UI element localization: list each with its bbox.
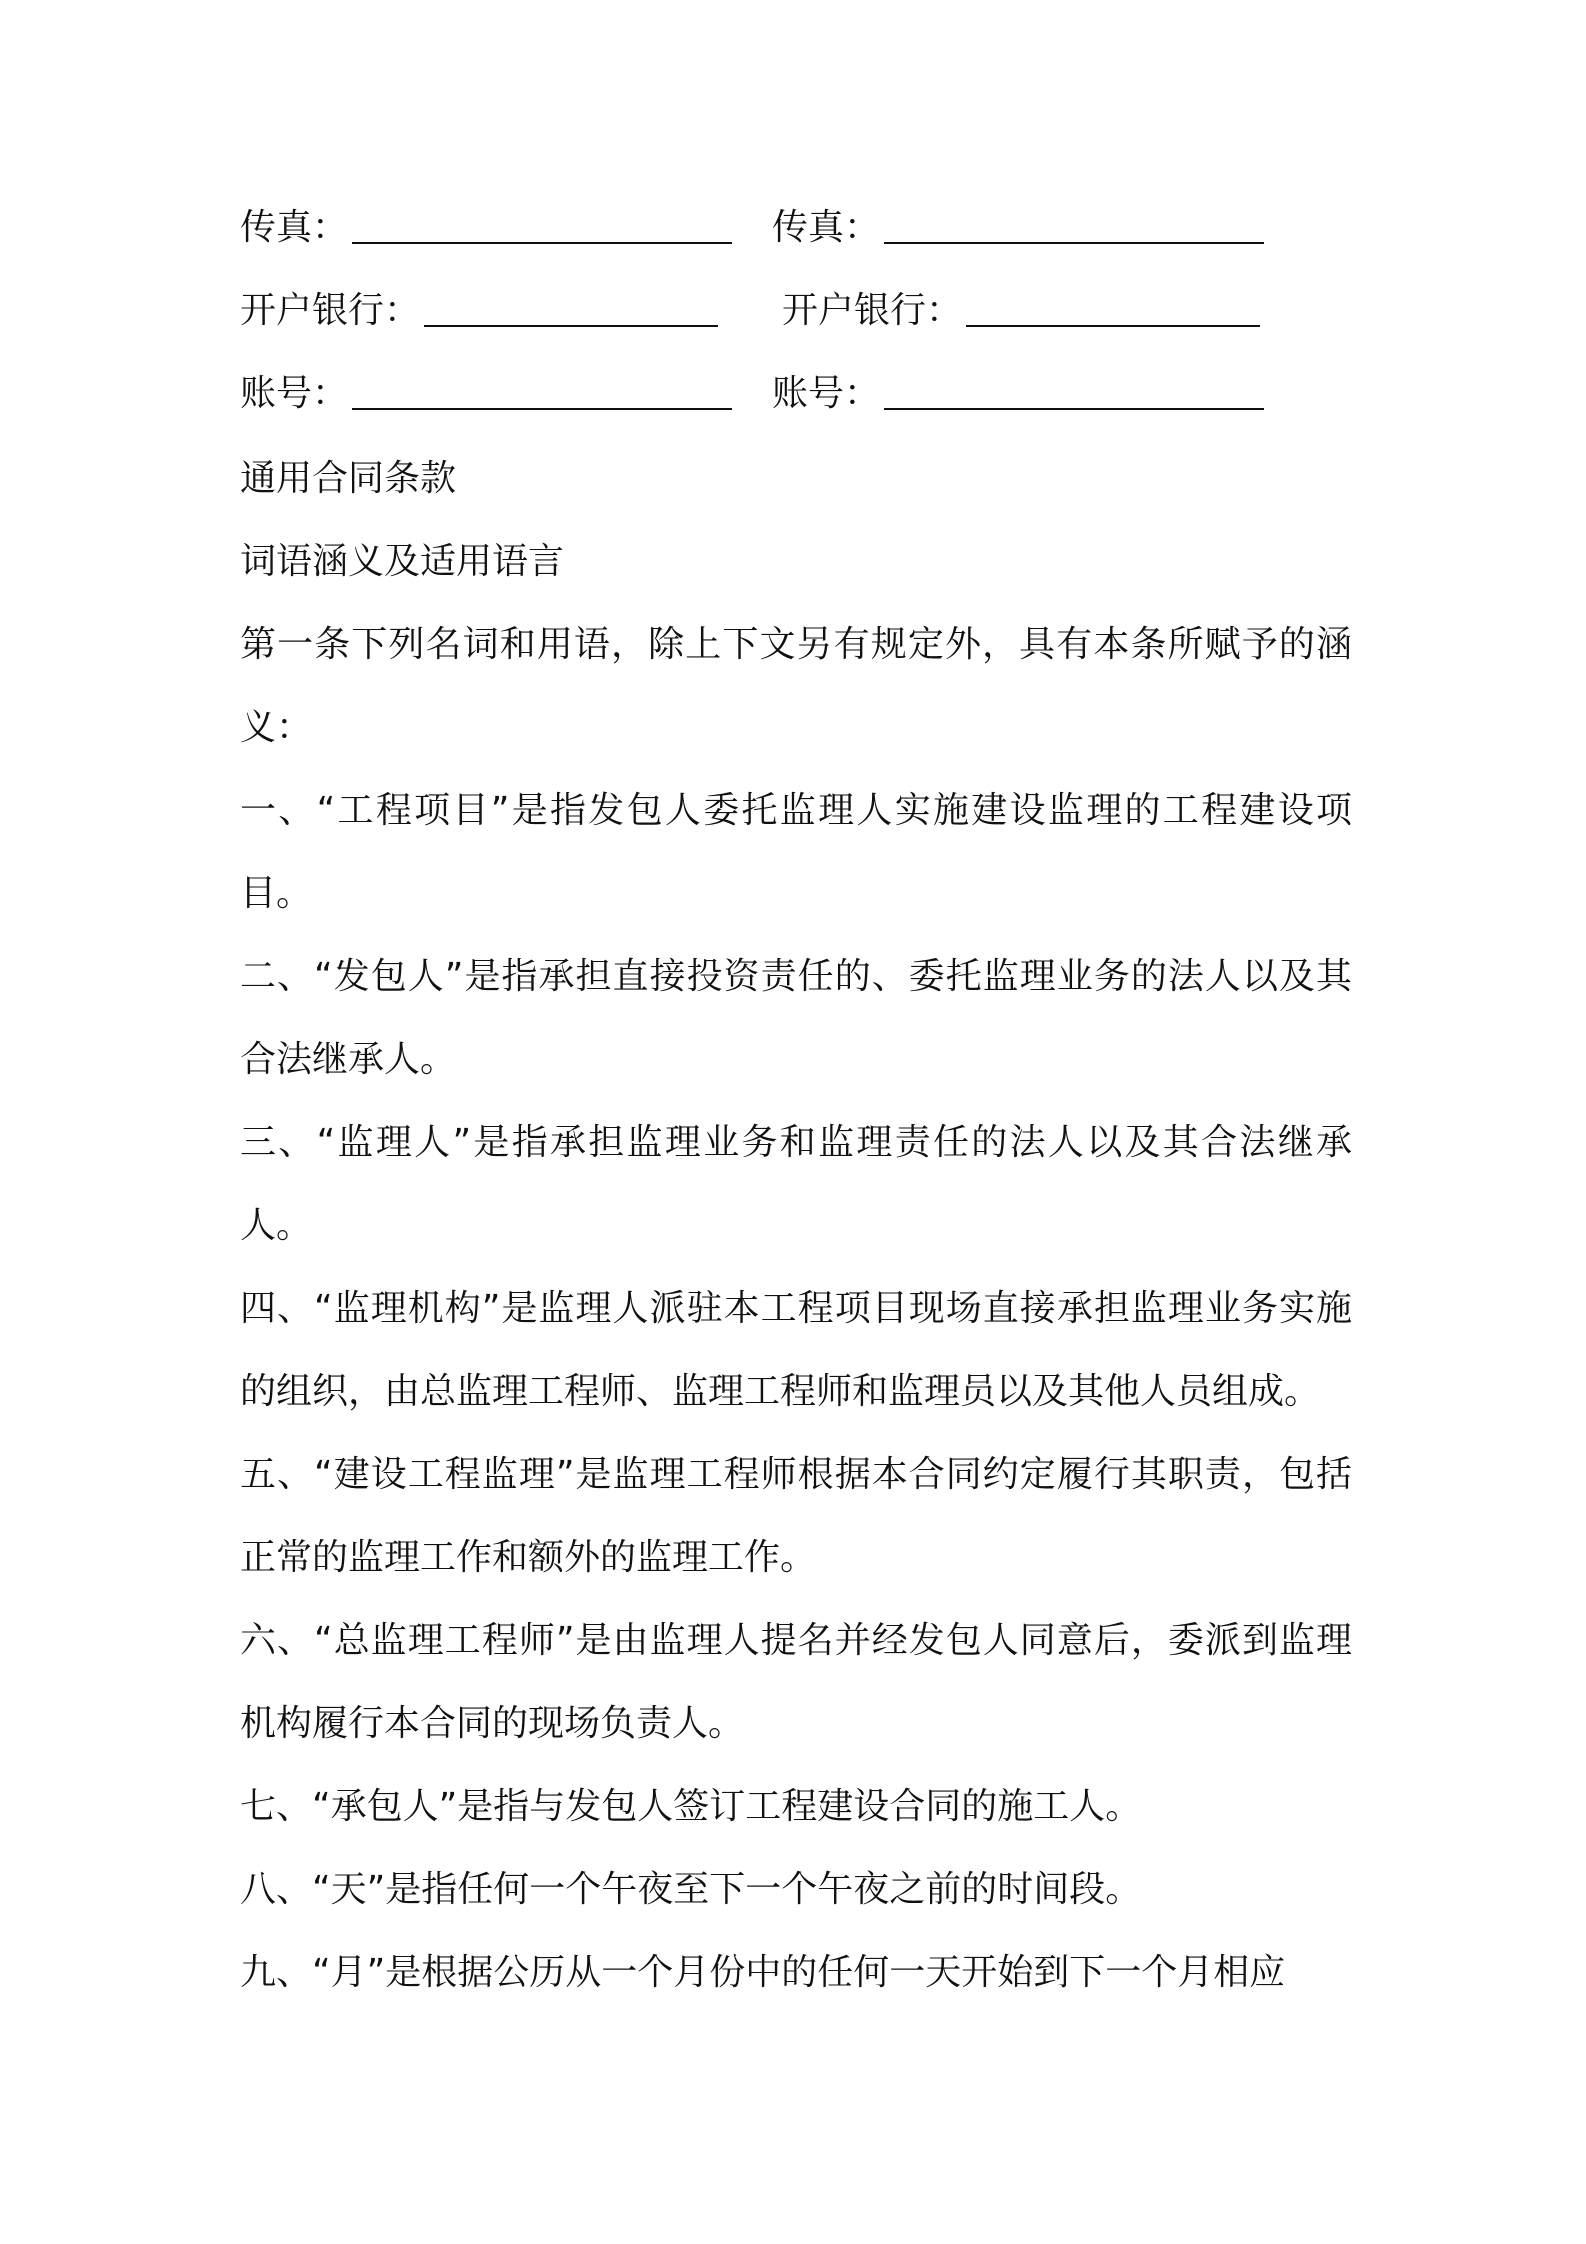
general-terms-title: 通用合同条款: [240, 458, 457, 499]
bank-blank-left: [424, 281, 718, 327]
account-label-right: 账号：: [772, 373, 881, 414]
account-blank-right: [884, 364, 1264, 410]
bank-label-right: 开户银行：: [782, 290, 963, 331]
fax-row: [240, 198, 1360, 258]
definition-item-9: 九、“月”是根据公历从一个月份中的任何一天开始到下一个月相应: [240, 1952, 1286, 1993]
fax-blank-right: [884, 198, 1264, 244]
account-label-left: 账号：: [240, 373, 349, 414]
fax-label-left: 传真：: [240, 207, 349, 248]
bank-field-left: [240, 281, 718, 341]
bank-row: [240, 281, 1360, 341]
bank-field-right: [782, 281, 1260, 341]
article-1-intro: 第一条下列名词和用语，除上下文另有规定外，具有本条所赋予的涵义：: [240, 624, 1352, 748]
account-blank-left: [352, 364, 732, 410]
definition-item-6: 六、“总监理工程师”是由监理人提名并经发包人同意后，委派到监理机构履行本合同的现场负责人。: [240, 1620, 1352, 1744]
bank-blank-right: [966, 281, 1260, 327]
account-field-right: [772, 364, 1264, 424]
definition-item-1: 一、“工程项目”是指发包人委托监理人实施建设监理的工程建设项目。: [240, 790, 1352, 914]
definition-item-3: 三、“监理人”是指承担监理业务和监理责任的法人以及其合法继承人。: [240, 1122, 1352, 1246]
fax-field-left: [240, 198, 732, 258]
account-field-left: [240, 364, 732, 424]
fax-blank-left: [352, 198, 732, 244]
definition-item-7: 七、“承包人”是指与发包人签订工程建设合同的施工人。: [240, 1786, 1142, 1827]
account-row: [240, 364, 1360, 424]
fax-label-right: 传真：: [772, 207, 881, 248]
bank-label-left: 开户银行：: [240, 290, 421, 331]
definition-item-8: 八、“天”是指任何一个午夜至下一个午夜之前的时间段。: [240, 1869, 1142, 1910]
definition-item-4: 四、“监理机构”是监理人派驻本工程项目现场直接承担监理业务实施的组织，由总监理工程师、监理工程师和监理员以及其他人员组成。: [240, 1288, 1352, 1412]
definitions-title: 词语涵义及适用语言: [240, 541, 565, 582]
definition-item-2: 二、“发包人”是指承担直接投资责任的、委托监理业务的法人以及其合法继承人。: [240, 956, 1352, 1080]
fax-field-right: [772, 198, 1264, 258]
definition-item-5: 五、“建设工程监理”是监理工程师根据本合同约定履行其职责，包括正常的监理工作和额外的监理工作。: [240, 1454, 1352, 1578]
